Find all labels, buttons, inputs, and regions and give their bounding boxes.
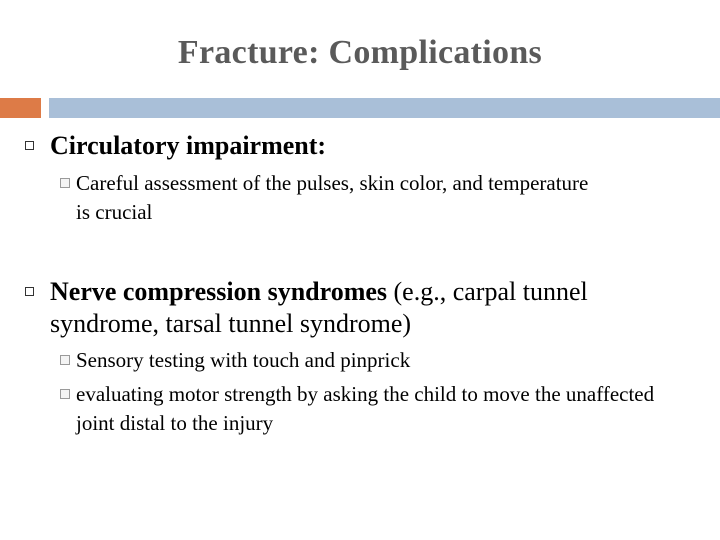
- sub-bullet: [76, 169, 596, 227]
- sub-bullet-icon: [60, 178, 70, 188]
- bullet-heading: Circulatory impairment:: [50, 131, 327, 160]
- bullet-text: (e.g., carpal tunnel syndrome, tarsal tunnel syndrome): [50, 277, 588, 338]
- sub-bullet-icon: [60, 355, 70, 365]
- bullet-heading: Nerve compression syndromes: [50, 277, 388, 306]
- bullet-circulatory: [50, 130, 670, 162]
- header-bar: [49, 98, 720, 118]
- sub-bullet-icon: [60, 389, 70, 399]
- sub-bullet: [76, 346, 696, 375]
- square-bullet-icon: [25, 141, 34, 150]
- sub-bullet: [76, 380, 696, 438]
- sub-bullet-text: evaluating motor strength by asking the child to move the unaffected joint distal to the injury: [76, 382, 655, 435]
- sub-bullet-text: Sensory testing with touch and pinprick: [76, 348, 411, 372]
- square-bullet-icon: [25, 287, 34, 296]
- sub-bullet-text: Careful assessment of the pulses, skin color, and temperature is crucial: [76, 171, 589, 224]
- accent-bar: [0, 98, 41, 118]
- bullet-nerve-compression: [50, 276, 630, 340]
- slide-title: Fracture: Complications: [177, 34, 543, 71]
